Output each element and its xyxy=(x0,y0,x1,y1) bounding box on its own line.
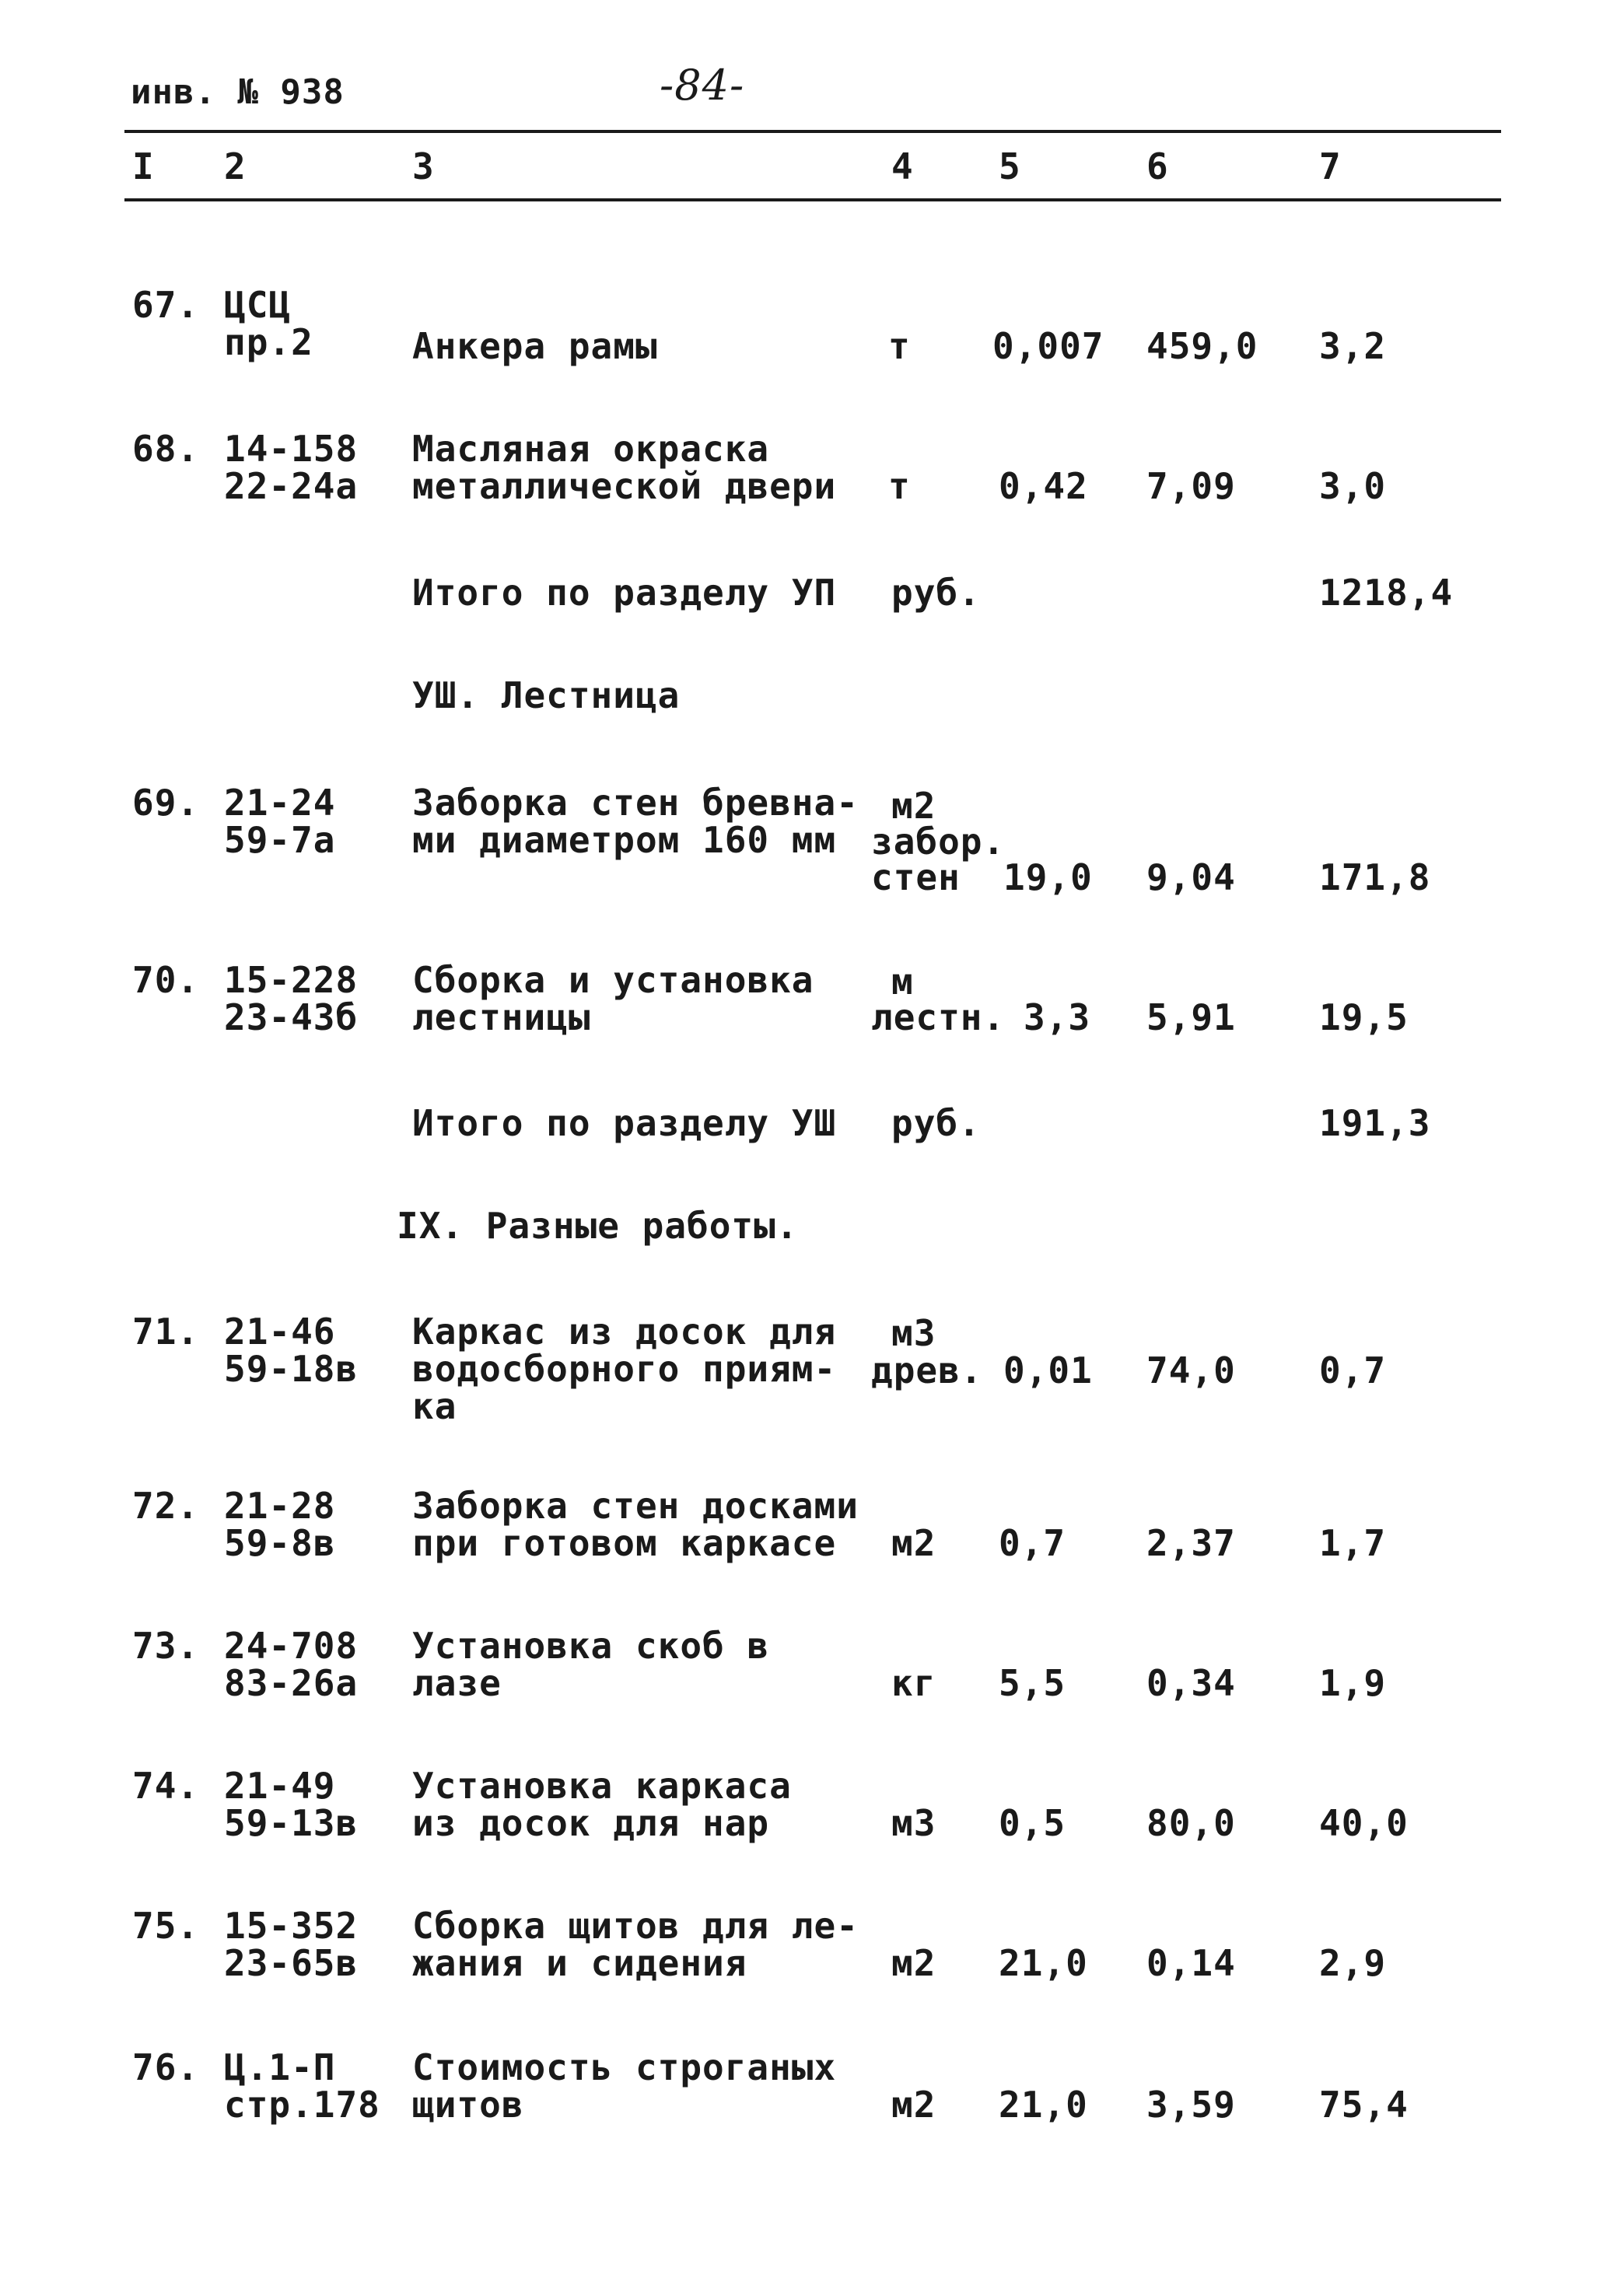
row-number: 74. xyxy=(132,1765,200,1807)
row-number: 75. xyxy=(132,1905,200,1947)
row-unit: м2 xyxy=(891,1522,936,1564)
column-header-6: 6 xyxy=(1146,145,1169,187)
row-unit-line: древ. xyxy=(871,1349,983,1391)
row-quantity: 5,5 xyxy=(999,1662,1066,1704)
row-total: 1,9 xyxy=(1319,1662,1387,1704)
row-unit-price: 74,0 xyxy=(1146,1349,1236,1391)
row-number: 69. xyxy=(132,782,200,824)
row-description-line: Установка каркаса xyxy=(412,1765,792,1807)
header-rule-bottom xyxy=(124,198,1501,201)
row-code-line: 59-18в xyxy=(224,1348,359,1390)
row-number: 68. xyxy=(132,428,200,470)
row-code-line: 15-352 xyxy=(224,1905,359,1947)
row-unit-line: лестн. xyxy=(871,996,1006,1038)
row-quantity: 0,007 xyxy=(992,325,1104,367)
row-description-line: лазе xyxy=(412,1662,502,1704)
subtotal-unit: руб. xyxy=(891,572,981,614)
column-header-2: 2 xyxy=(224,145,247,187)
row-unit: м2 xyxy=(891,2084,936,2126)
row-quantity: 19,0 xyxy=(1003,856,1093,898)
row-unit: м2 xyxy=(891,1942,936,1984)
row-unit-line: м2 xyxy=(891,785,936,827)
row-description-line: Сборка щитов для ле- xyxy=(412,1905,859,1947)
row-unit-line: м xyxy=(891,961,914,1003)
row-total: 1,7 xyxy=(1319,1522,1387,1564)
row-description-line: Масляная окраска xyxy=(412,428,770,470)
row-code-line: 21-28 xyxy=(224,1485,336,1527)
row-description-line: из досок для нар xyxy=(412,1802,770,1844)
row-code-line: 15-228 xyxy=(224,959,359,1001)
row-number: 71. xyxy=(132,1311,200,1353)
section-heading: IX. Разные работы. xyxy=(397,1205,799,1247)
row-code-line: 22-24а xyxy=(224,465,359,507)
subtotal-amount: 1218,4 xyxy=(1319,572,1454,614)
row-description-line: Установка скоб в xyxy=(412,1625,770,1667)
row-quantity: 0,5 xyxy=(999,1802,1066,1844)
row-description-line: Анкера рамы xyxy=(412,325,658,367)
row-description-line: при готовом каркасе xyxy=(412,1522,837,1564)
row-description-line: жания и сидения xyxy=(412,1942,747,1984)
row-code-line: 23-65в xyxy=(224,1942,359,1984)
row-description-line: лестницы xyxy=(412,996,591,1038)
column-header-3: 3 xyxy=(412,145,435,187)
header-rule-top xyxy=(124,130,1501,133)
row-description-line: ми диаметром 160 мм xyxy=(412,819,837,861)
row-code-line: 59-13в xyxy=(224,1802,359,1844)
row-code-line: пр.2 xyxy=(224,321,313,363)
column-header-7: 7 xyxy=(1319,145,1342,187)
row-code-line: ЦСЦ xyxy=(224,284,292,326)
row-code-line: стр.178 xyxy=(224,2084,380,2126)
row-description-line: ка xyxy=(412,1385,457,1427)
row-number: 70. xyxy=(132,959,200,1001)
row-total: 3,2 xyxy=(1319,325,1387,367)
row-unit-price: 0,14 xyxy=(1146,1942,1236,1984)
page-number: -84- xyxy=(660,61,745,110)
row-quantity: 0,7 xyxy=(999,1522,1066,1564)
subtotal-label: Итого по разделу УП xyxy=(412,572,837,614)
row-unit-line: забор. xyxy=(871,821,1006,863)
row-quantity: 0,42 xyxy=(999,465,1088,507)
row-number: 76. xyxy=(132,2046,200,2088)
column-header-4: 4 xyxy=(891,145,914,187)
row-unit-price: 5,91 xyxy=(1146,996,1236,1038)
row-unit-price: 9,04 xyxy=(1146,856,1236,898)
row-description-line: Сборка и установка xyxy=(412,959,814,1001)
row-description-line: металлической двери xyxy=(412,465,837,507)
row-unit: т xyxy=(888,465,911,507)
row-unit-line: м3 xyxy=(891,1312,936,1354)
row-unit-price: 7,09 xyxy=(1146,465,1236,507)
row-unit-price: 3,59 xyxy=(1146,2084,1236,2126)
row-unit-price: 80,0 xyxy=(1146,1802,1236,1844)
row-code-line: 59-7а xyxy=(224,819,336,861)
column-header-5: 5 xyxy=(999,145,1021,187)
row-code-line: 24-708 xyxy=(224,1625,359,1667)
subtotal-amount: 191,3 xyxy=(1319,1102,1431,1144)
row-total: 40,0 xyxy=(1319,1802,1409,1844)
row-description-line: Стоимость строганых xyxy=(412,2046,837,2088)
row-description-line: водосборного приям- xyxy=(412,1348,837,1390)
row-unit-line: стен xyxy=(871,856,961,898)
row-quantity: 0,01 xyxy=(1003,1349,1093,1391)
row-total: 2,9 xyxy=(1319,1942,1387,1984)
row-total: 171,8 xyxy=(1319,856,1431,898)
row-number: 72. xyxy=(132,1485,200,1527)
row-code-line: 59-8в xyxy=(224,1522,336,1564)
subtotal-label: Итого по разделу УШ xyxy=(412,1102,837,1144)
row-code-line: 83-26а xyxy=(224,1662,359,1704)
inventory-number: инв. № 938 xyxy=(131,72,345,112)
row-quantity: 21,0 xyxy=(999,1942,1088,1984)
row-code-line: 23-43б xyxy=(224,996,359,1038)
row-description-line: Заборка стен бревна- xyxy=(412,782,859,824)
row-unit-price: 0,34 xyxy=(1146,1662,1236,1704)
row-total: 3,0 xyxy=(1319,465,1387,507)
row-total: 19,5 xyxy=(1319,996,1409,1038)
row-quantity: 3,3 xyxy=(1024,996,1091,1038)
row-code-line: 21-49 xyxy=(224,1765,336,1807)
row-total: 0,7 xyxy=(1319,1349,1387,1391)
row-quantity: 21,0 xyxy=(999,2084,1088,2126)
row-code-line: 14-158 xyxy=(224,428,359,470)
column-header-1: I xyxy=(132,145,155,187)
section-heading: УШ. Лестница xyxy=(412,674,681,716)
row-unit: м3 xyxy=(891,1802,936,1844)
row-description-line: щитов xyxy=(412,2084,524,2126)
row-description-line: Заборка стен досками xyxy=(412,1485,859,1527)
row-total: 75,4 xyxy=(1319,2084,1409,2126)
row-code-line: Ц.1-П xyxy=(224,2046,336,2088)
row-unit: кг xyxy=(891,1662,936,1704)
row-code-line: 21-24 xyxy=(224,782,336,824)
row-number: 73. xyxy=(132,1625,200,1667)
row-number: 67. xyxy=(132,284,200,326)
row-unit-price: 459,0 xyxy=(1146,325,1258,367)
row-unit: т xyxy=(888,325,911,367)
row-description-line: Каркас из досок для xyxy=(412,1311,837,1353)
row-unit-price: 2,37 xyxy=(1146,1522,1236,1564)
subtotal-unit: руб. xyxy=(891,1102,981,1144)
row-code-line: 21-46 xyxy=(224,1311,336,1353)
